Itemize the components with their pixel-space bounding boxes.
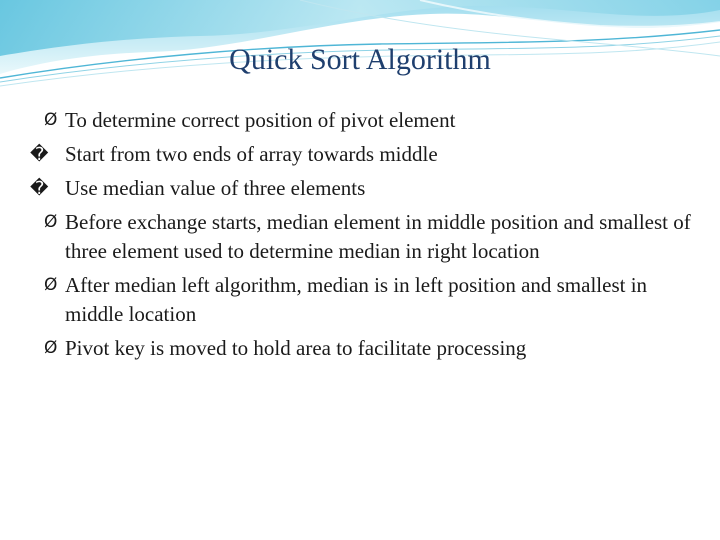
bullet-item	[30, 174, 694, 203]
bullet-text: Pivot key is moved to hold area to facilitate processing	[65, 336, 527, 360]
bullet-item	[44, 334, 694, 363]
missing-glyph-icon: �	[30, 178, 49, 199]
bullet-text: Use median value of three elements	[65, 176, 366, 200]
bullet-text: Before exchange starts, median element in middle position and smallest of three element used to determine median in right location	[65, 210, 691, 263]
bullet-text: Start from two ends of array towards middle	[65, 142, 438, 166]
bullet-item	[44, 106, 694, 135]
bullet-text: After median left algorithm, median is in left position and smallest in middle location	[65, 273, 648, 326]
arrow-bullet-icon: Ø	[44, 275, 58, 295]
bullet-item	[44, 208, 694, 266]
bullet-item	[44, 271, 694, 329]
bullet-item	[30, 140, 694, 169]
slide-title: Quick Sort Algorithm	[229, 43, 491, 76]
arrow-bullet-icon: Ø	[44, 110, 58, 130]
missing-glyph-icon: �	[30, 144, 49, 165]
arrow-bullet-icon: Ø	[44, 338, 58, 358]
bullet-list	[30, 106, 694, 368]
arrow-bullet-icon: Ø	[44, 212, 58, 232]
bullet-text: To determine correct position of pivot element	[65, 108, 456, 132]
